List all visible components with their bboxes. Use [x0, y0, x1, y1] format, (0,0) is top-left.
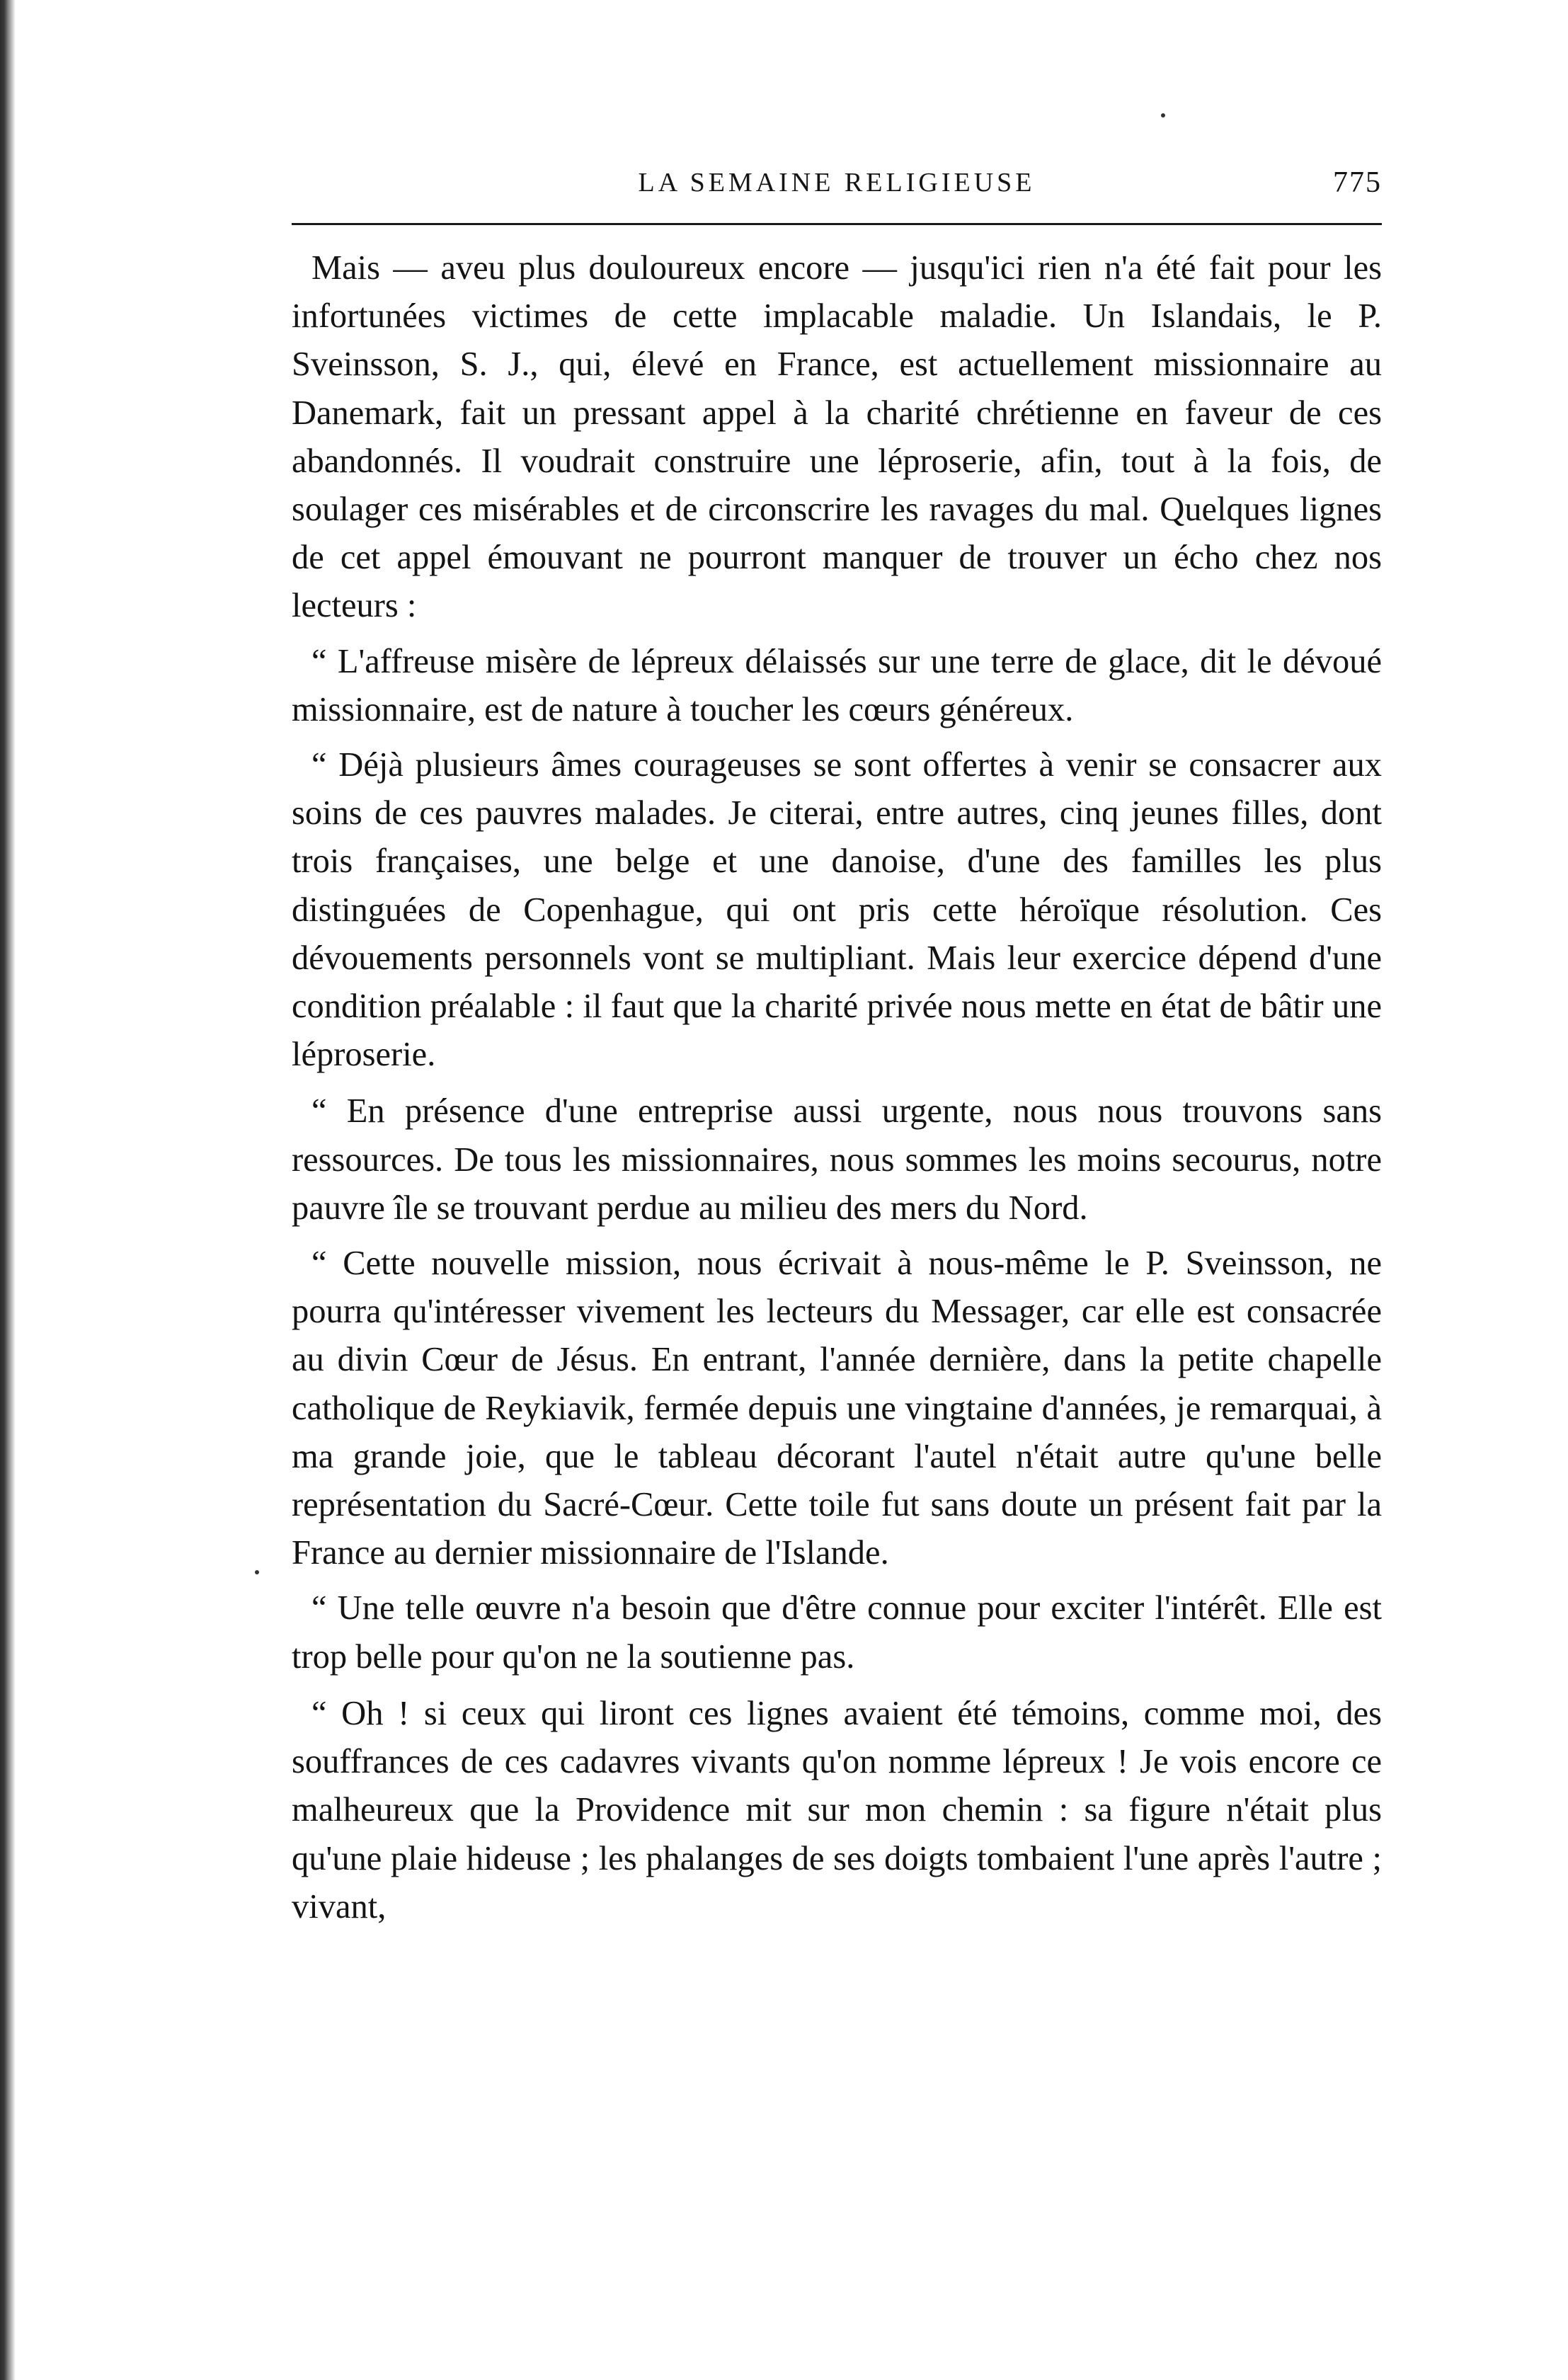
page-number: 775 — [1333, 166, 1382, 199]
body-text — [292, 244, 1382, 1931]
paragraph-quote-1: “ L'affreuse misère de lépreux délaissés sur une terre de glace, dit le dévoué missionnaire, est de nature à toucher les cœurs généreux. — [292, 642, 1382, 728]
running-title: LA SEMAINE RELIGIEUSE — [638, 168, 1036, 198]
paragraph-quote-4: “ Cette nouvelle mission, nous écrivait à nous-même le P. Sveinsson, ne pourra qu'intéresser vivement les lecteurs du Messager, car elle est consacrée au divin Cœur de Jésus. En entrant, l'année dernière, dans la petite chapelle catholique de Reykiavik, fermée depuis une vingtaine d'années, je remarquai, à ma grande joie, que le tableau décorant l'autel n'était autre qu'une belle représentation du Sacré-Cœur. Cette toile fut sans doute un présent fait par la France au dernier missionnaire de l'Islande. — [292, 1245, 1382, 1572]
stray-ink-dot — [1161, 113, 1165, 118]
header-rule — [292, 223, 1382, 225]
paragraph-quote-5: “ Une telle œuvre n'a besoin que d'être connue pour exciter l'intérêt. Elle est trop belle pour qu'on ne la soutienne pas. — [292, 1589, 1382, 1676]
paragraph-quote-6: “ Oh ! si ceux qui liront ces lignes avaient été témoins, comme moi, des souffrances de ces cadavres vivants qu'on nomme lépreux ! Je vois encore ce malheureux que la Providence mit sur mon chemin : sa figure n'était plus qu'une plaie hideuse ; les phalanges de ses doigts tombaient l'une après l'autre ; vivant, — [292, 1694, 1382, 1926]
page-binding-edge — [0, 0, 16, 2380]
book-page — [292, 0, 1382, 2380]
running-header — [292, 161, 1382, 204]
paragraph-quote-3: “ En présence d'une entreprise aussi urgente, nous nous trouvons sans ressources. De tous les missionnaires, nous sommes les moins secourus, notre pauvre île se trouvant perdue au milieu des mers du Nord. — [292, 1092, 1382, 1227]
stray-ink-dot — [255, 1570, 259, 1574]
paragraph-quote-2: “ Déjà plusieurs âmes courageuses se sont offertes à venir se consacrer aux soins de ces pauvres malades. Je citerai, entre autres, cinq jeunes filles, dont trois françaises, une belge et une danoise, d'une des familles les plus distinguées de Copenhague, qui ont pris cette héroïque résolution. Ces dévouements personnels vont se multipliant. Mais leur exercice dépend d'une condition préalable : il faut que la charité privée nous mette en état de bâtir une léproserie. — [292, 746, 1382, 1074]
paragraph-intro: Mais — aveu plus douloureux encore — jusqu'ici rien n'a été fait pour les infortunées victimes de cette implacable maladie. Un Islandais, le P. Sveinsson, S. J., qui, élevé en France, est actuellement missionnaire au Danemark, fait un pressant appel à la charité chrétienne en faveur de ces abandonnés. Il voudrait construire une léproserie, afin, tout à la fois, de soulager ces misérables et de circonscrire les ravages du mal. Quelques lignes de cet appel émouvant ne pourront manquer de trouver un écho chez nos lecteurs : — [292, 249, 1382, 625]
